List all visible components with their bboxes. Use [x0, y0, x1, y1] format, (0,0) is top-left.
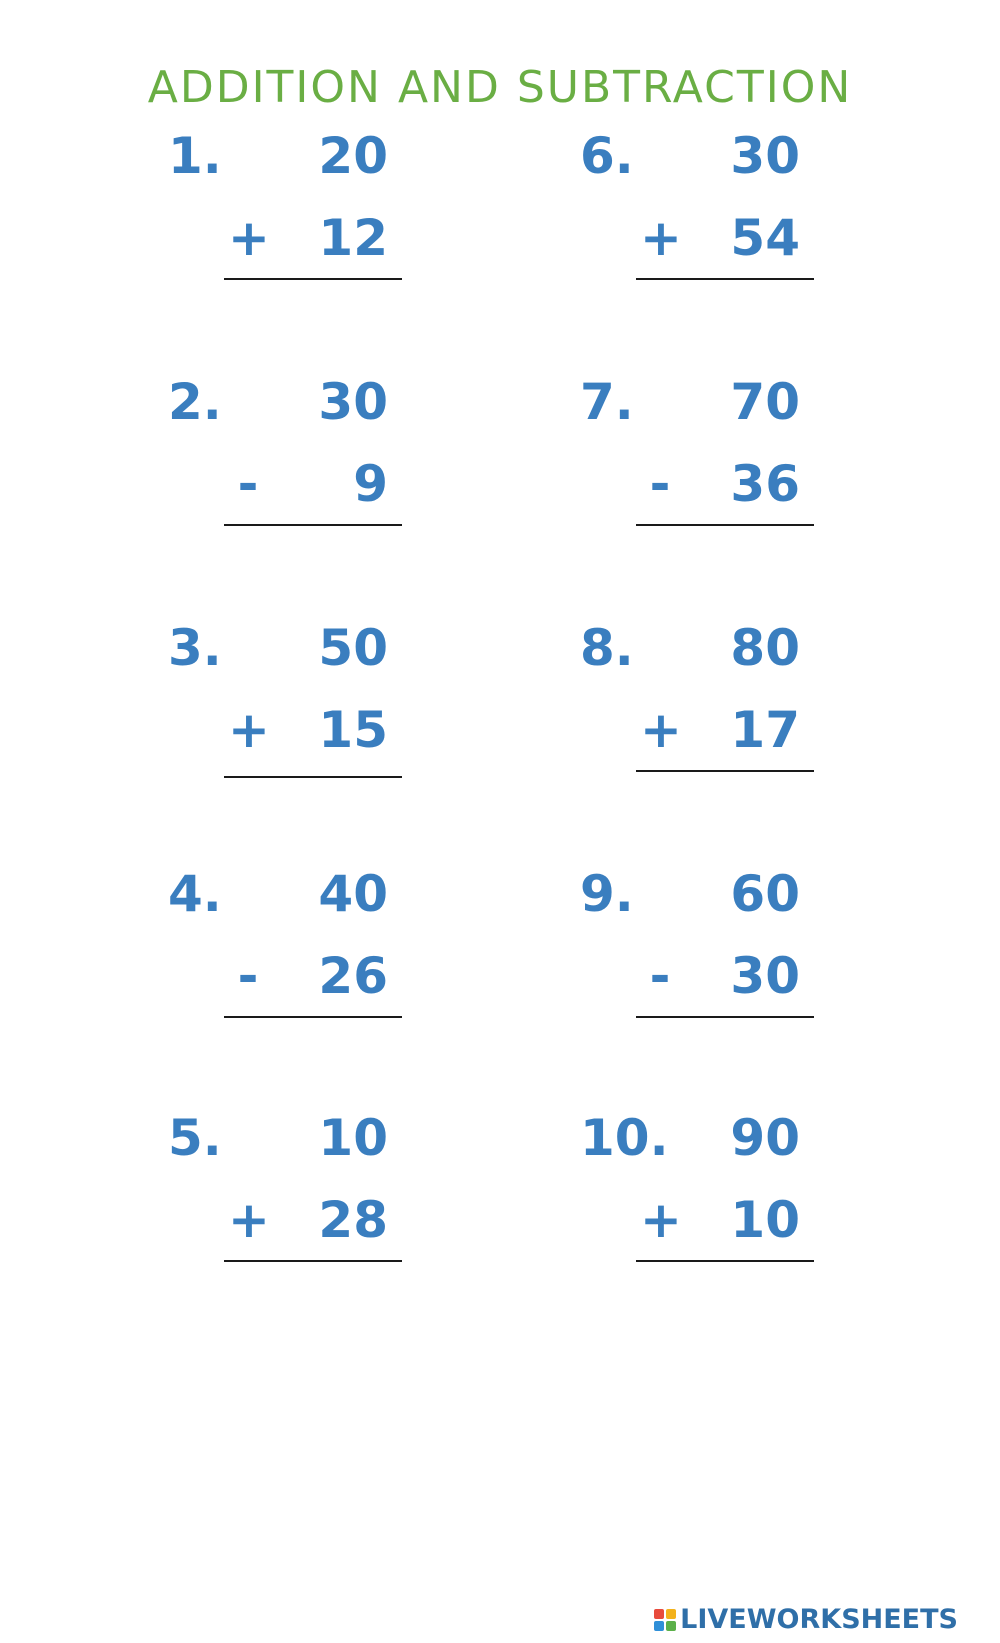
- problem-5: [168, 1108, 608, 1308]
- bottom-operand: 17: [730, 701, 800, 759]
- bottom-operand: 15: [318, 701, 388, 759]
- operator: -: [237, 455, 259, 513]
- operator: +: [228, 701, 270, 759]
- top-operand: 40: [318, 865, 388, 923]
- answer-line[interactable]: [224, 1260, 402, 1262]
- bottom-operand: 9: [353, 455, 388, 513]
- operator: +: [640, 209, 682, 267]
- problem-1: [168, 126, 608, 326]
- operator: -: [649, 455, 671, 513]
- answer-line[interactable]: [224, 776, 402, 778]
- problem-2: [168, 372, 608, 572]
- problem-4: [168, 864, 608, 1064]
- answer-line[interactable]: [224, 1016, 402, 1018]
- answer-line[interactable]: [636, 1260, 814, 1262]
- problem-9: [580, 864, 1000, 1064]
- top-operand: 70: [730, 373, 800, 431]
- operator: +: [640, 701, 682, 759]
- bottom-operand: 36: [730, 455, 800, 513]
- answer-line[interactable]: [636, 278, 814, 280]
- top-operand: 90: [730, 1109, 800, 1167]
- answer-line[interactable]: [224, 278, 402, 280]
- bottom-operand: 10: [730, 1191, 800, 1249]
- bottom-operand: 28: [318, 1191, 388, 1249]
- problem-7: [580, 372, 1000, 572]
- brand-name: LIVEWORKSHEETS: [680, 1604, 958, 1635]
- problem-8: [580, 618, 1000, 818]
- problem-number: 1.: [168, 127, 222, 185]
- logo-square-red: [654, 1609, 664, 1619]
- problem-number: 9.: [580, 865, 634, 923]
- operator: +: [228, 209, 270, 267]
- footer-brand[interactable]: [654, 1604, 958, 1635]
- answer-line[interactable]: [636, 1016, 814, 1018]
- problem-number: 10.: [580, 1109, 669, 1167]
- problem-number: 6.: [580, 127, 634, 185]
- bottom-operand: 54: [730, 209, 800, 267]
- operator: -: [649, 947, 671, 1005]
- answer-line[interactable]: [636, 524, 814, 526]
- bottom-operand: 12: [318, 209, 388, 267]
- problem-number: 4.: [168, 865, 222, 923]
- logo-square-yellow: [666, 1609, 676, 1619]
- answer-line[interactable]: [224, 524, 402, 526]
- top-operand: 50: [318, 619, 388, 677]
- problem-number: 5.: [168, 1109, 222, 1167]
- top-operand: 80: [730, 619, 800, 677]
- problem-10: [580, 1108, 1000, 1308]
- logo-square-blue: [654, 1621, 664, 1631]
- problem-number: 8.: [580, 619, 634, 677]
- operator: +: [228, 1191, 270, 1249]
- top-operand: 30: [318, 373, 388, 431]
- top-operand: 30: [730, 127, 800, 185]
- top-operand: 20: [318, 127, 388, 185]
- operator: -: [237, 947, 259, 1005]
- operator: +: [640, 1191, 682, 1249]
- answer-line[interactable]: [636, 770, 814, 772]
- bottom-operand: 26: [318, 947, 388, 1005]
- logo-square-green: [666, 1621, 676, 1631]
- top-operand: 60: [730, 865, 800, 923]
- problem-3: [168, 618, 608, 818]
- problem-number: 2.: [168, 373, 222, 431]
- liveworksheets-logo-icon: [654, 1609, 676, 1631]
- problem-number: 7.: [580, 373, 634, 431]
- worksheet-title: ADDITION AND SUBTRACTION: [147, 62, 853, 113]
- problem-6: [580, 126, 1000, 326]
- problem-number: 3.: [168, 619, 222, 677]
- top-operand: 10: [318, 1109, 388, 1167]
- bottom-operand: 30: [730, 947, 800, 1005]
